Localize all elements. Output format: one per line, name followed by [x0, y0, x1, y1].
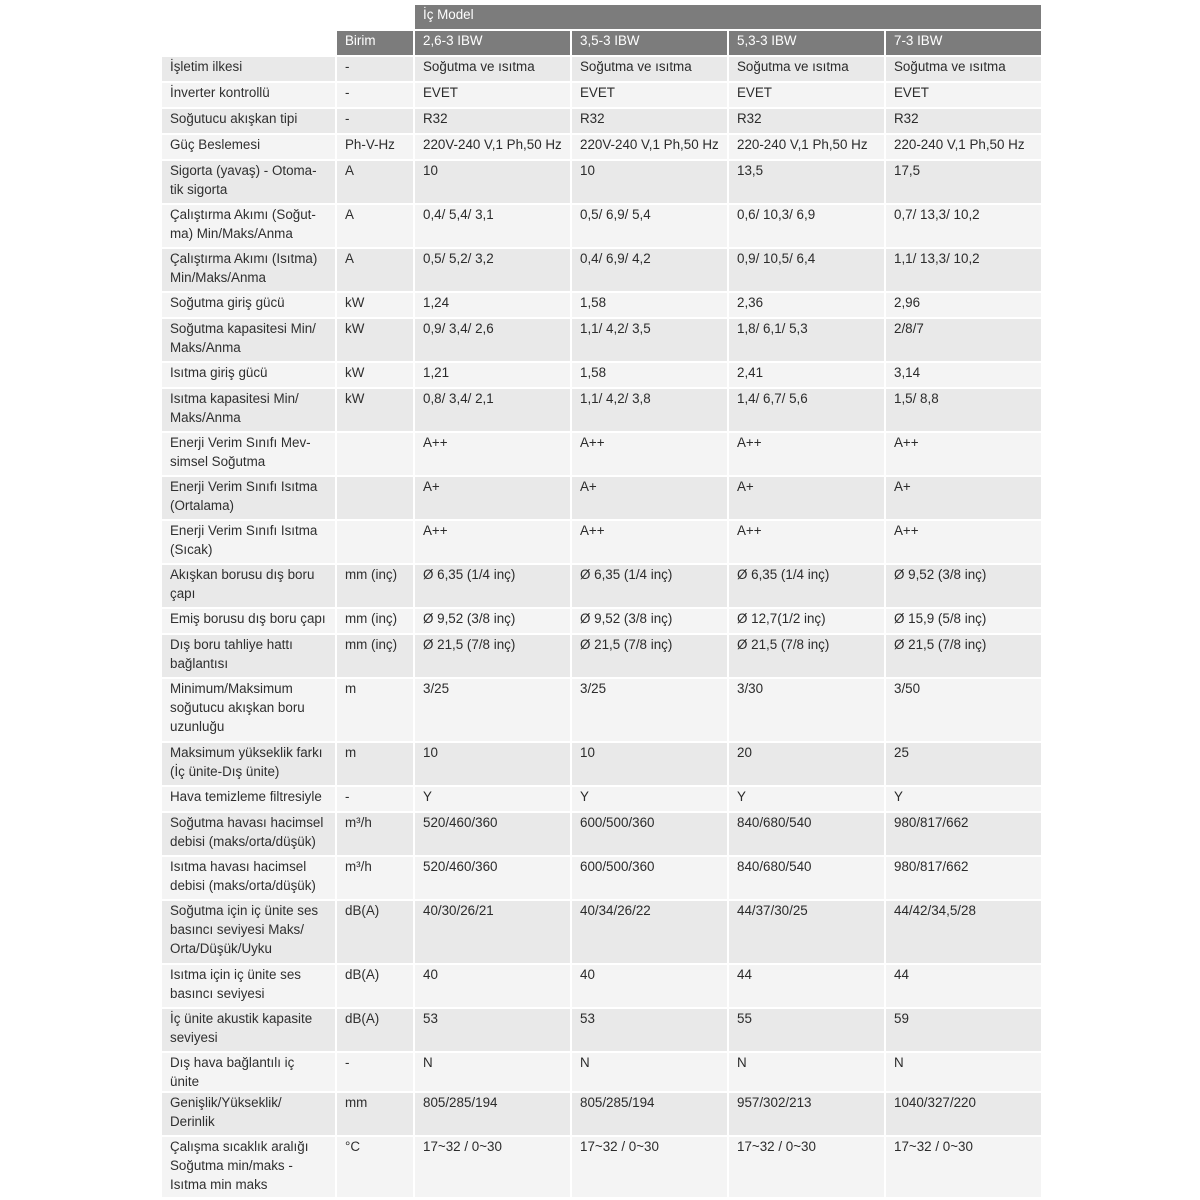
value-cell: 25 [886, 743, 1041, 785]
value-cell: 2,41 [729, 363, 884, 387]
value-cell: 40 [572, 965, 727, 1007]
value-cell: Ø 6,35 (1/4 inç) [572, 565, 727, 607]
value-cell: 17~32 / 0~30 [729, 1137, 884, 1197]
value-cell: R32 [729, 109, 884, 133]
value-cell: Soğutma ve ısıtma [572, 57, 727, 81]
value-cell: R32 [572, 109, 727, 133]
header-row-group [162, 5, 1041, 29]
value-cell: 3,14 [886, 363, 1041, 387]
value-cell: 980/817/662 [886, 813, 1041, 855]
value-cell: 840/680/540 [729, 857, 884, 899]
model-column-header: 5,3-3 IBW [729, 31, 884, 55]
unit-cell: - [337, 787, 413, 811]
value-cell: 1,1/ 4,2/ 3,5 [572, 319, 727, 361]
table-row [162, 609, 1041, 633]
value-cell: Ø 21,5 (7/8 inç) [729, 635, 884, 677]
unit-cell: - [337, 1053, 413, 1091]
value-cell: 53 [572, 1009, 727, 1051]
parameter-cell: Hava temizleme filtresiyle [162, 787, 335, 811]
model-group-header: İç Model [415, 5, 1041, 29]
value-cell: N [886, 1053, 1041, 1091]
parameter-cell: Maksimum yükseklik farkı (İç ünite-Dış ünite) [162, 743, 335, 785]
value-cell: 13,5 [729, 161, 884, 203]
value-cell: Ø 9,52 (3/8 inç) [572, 609, 727, 633]
table-row [162, 389, 1041, 431]
value-cell: A+ [415, 477, 570, 519]
value-cell: 1,24 [415, 293, 570, 317]
value-cell: 17,5 [886, 161, 1041, 203]
spec-table-body [162, 57, 1041, 1197]
value-cell: 17~32 / 0~30 [886, 1137, 1041, 1197]
value-cell: Ø 6,35 (1/4 inç) [729, 565, 884, 607]
value-cell: Ø 12,7(1/2 inç) [729, 609, 884, 633]
header-blank-cell [337, 5, 413, 29]
parameter-cell: İşletim ilkesi [162, 57, 335, 81]
value-cell: 53 [415, 1009, 570, 1051]
value-cell: 1,4/ 6,7/ 5,6 [729, 389, 884, 431]
value-cell: 1,1/ 13,3/ 10,2 [886, 249, 1041, 291]
unit-cell: mm (inç) [337, 565, 413, 607]
value-cell: 0,5/ 5,2/ 3,2 [415, 249, 570, 291]
value-cell: 40 [415, 965, 570, 1007]
table-row [162, 293, 1041, 317]
parameter-cell: İç ünite akustik kapasite seviyesi [162, 1009, 335, 1051]
table-row [162, 249, 1041, 291]
table-row [162, 565, 1041, 607]
value-cell: N [415, 1053, 570, 1091]
unit-cell: m [337, 679, 413, 741]
parameter-cell: Isıtma giriş gücü [162, 363, 335, 387]
value-cell: 2,36 [729, 293, 884, 317]
value-cell: 0,9/ 3,4/ 2,6 [415, 319, 570, 361]
unit-cell: - [337, 109, 413, 133]
table-row [162, 83, 1041, 107]
unit-cell: dB(A) [337, 965, 413, 1007]
parameter-cell: Soğutma havası hacimsel debisi (maks/orta/düşük) [162, 813, 335, 855]
value-cell: 17~32 / 0~30 [415, 1137, 570, 1197]
parameter-cell: Soğutma için iç ünite ses basıncı seviyesi Maks/ Orta/Düşük/Uyku [162, 901, 335, 963]
value-cell: R32 [886, 109, 1041, 133]
value-cell: 220-240 V,1 Ph,50 Hz [886, 135, 1041, 159]
unit-cell [337, 521, 413, 563]
unit-cell: kW [337, 293, 413, 317]
table-row [162, 135, 1041, 159]
parameter-cell: Genişlik/Yükseklik/ Derinlik [162, 1093, 335, 1135]
value-cell: Ø 6,35 (1/4 inç) [415, 565, 570, 607]
value-cell: 40/34/26/22 [572, 901, 727, 963]
value-cell: 220-240 V,1 Ph,50 Hz [729, 135, 884, 159]
table-row [162, 477, 1041, 519]
parameter-cell: Soğutma kapasitesi Min/ Maks/Anma [162, 319, 335, 361]
model-column-header: 3,5-3 IBW [572, 31, 727, 55]
value-cell: 1,1/ 4,2/ 3,8 [572, 389, 727, 431]
parameter-cell: Çalıştırma Akımı (Soğut-ma) Min/Maks/Anma [162, 205, 335, 247]
value-cell: 1,58 [572, 293, 727, 317]
table-row [162, 363, 1041, 387]
unit-cell: kW [337, 319, 413, 361]
parameter-cell: İnverter kontrollü [162, 83, 335, 107]
unit-cell: mm (inç) [337, 609, 413, 633]
table-row [162, 635, 1041, 677]
parameter-cell: Soğutma giriş gücü [162, 293, 335, 317]
unit-cell: m³/h [337, 813, 413, 855]
value-cell: 600/500/360 [572, 813, 727, 855]
parameter-cell: Güç Beslemesi [162, 135, 335, 159]
value-cell: N [729, 1053, 884, 1091]
value-cell: A++ [886, 521, 1041, 563]
value-cell: 1,21 [415, 363, 570, 387]
value-cell: 0,7/ 13,3/ 10,2 [886, 205, 1041, 247]
unit-cell: kW [337, 389, 413, 431]
value-cell: 44 [886, 965, 1041, 1007]
value-cell: 44/42/34,5/28 [886, 901, 1041, 963]
unit-cell: mm (inç) [337, 635, 413, 677]
value-cell: 520/460/360 [415, 857, 570, 899]
value-cell: A++ [415, 521, 570, 563]
parameter-cell: Çalıştırma Akımı (Isıtma) Min/Maks/Anma [162, 249, 335, 291]
table-row [162, 1053, 1041, 1091]
unit-cell: m³/h [337, 857, 413, 899]
value-cell: EVET [572, 83, 727, 107]
value-cell: Y [886, 787, 1041, 811]
parameter-cell: Akışkan borusu dış boru çapı [162, 565, 335, 607]
value-cell: R32 [415, 109, 570, 133]
table-row [162, 857, 1041, 899]
table-row [162, 901, 1041, 963]
unit-cell: A [337, 161, 413, 203]
value-cell: A+ [886, 477, 1041, 519]
value-cell: Soğutma ve ısıtma [886, 57, 1041, 81]
unit-cell: Ph-V-Hz [337, 135, 413, 159]
value-cell: A++ [729, 433, 884, 475]
table-row [162, 521, 1041, 563]
value-cell: A++ [415, 433, 570, 475]
value-cell: 220V-240 V,1 Ph,50 Hz [572, 135, 727, 159]
parameter-cell: Enerji Verim Sınıfı Isıtma (Sıcak) [162, 521, 335, 563]
value-cell: Ø 21,5 (7/8 inç) [886, 635, 1041, 677]
parameter-cell: Dış boru tahliye hattı bağlantısı [162, 635, 335, 677]
value-cell: 10 [572, 161, 727, 203]
value-cell: 0,8/ 3,4/ 2,1 [415, 389, 570, 431]
value-cell: A++ [729, 521, 884, 563]
value-cell: 600/500/360 [572, 857, 727, 899]
value-cell: 3/25 [415, 679, 570, 741]
unit-cell: - [337, 83, 413, 107]
value-cell: Ø 9,52 (3/8 inç) [886, 565, 1041, 607]
parameter-cell: Dış hava bağlantılı iç ünite [162, 1053, 335, 1091]
value-cell: 3/50 [886, 679, 1041, 741]
value-cell: 0,9/ 10,5/ 6,4 [729, 249, 884, 291]
value-cell: A++ [886, 433, 1041, 475]
unit-cell [337, 477, 413, 519]
table-row [162, 57, 1041, 81]
unit-cell: A [337, 205, 413, 247]
value-cell: 1,58 [572, 363, 727, 387]
parameter-cell: Enerji Verim Sınıfı Isıtma (Ortalama) [162, 477, 335, 519]
value-cell: A++ [572, 433, 727, 475]
table-row [162, 205, 1041, 247]
value-cell: EVET [886, 83, 1041, 107]
value-cell: 957/302/213 [729, 1093, 884, 1135]
value-cell: 44 [729, 965, 884, 1007]
table-row [162, 109, 1041, 133]
value-cell: 0,6/ 10,3/ 6,9 [729, 205, 884, 247]
value-cell: 55 [729, 1009, 884, 1051]
unit-cell: A [337, 249, 413, 291]
parameter-cell: Çalışma sıcaklık aralığı Soğutma min/maks - Isıtma min maks [162, 1137, 335, 1197]
value-cell: 1040/327/220 [886, 1093, 1041, 1135]
unit-cell: °C [337, 1137, 413, 1197]
table-row [162, 965, 1041, 1007]
value-cell: 2,96 [886, 293, 1041, 317]
model-column-header: 7-3 IBW [886, 31, 1041, 55]
value-cell: 44/37/30/25 [729, 901, 884, 963]
value-cell: 59 [886, 1009, 1041, 1051]
value-cell: 805/285/194 [415, 1093, 570, 1135]
spec-table [160, 3, 1043, 1199]
value-cell: EVET [729, 83, 884, 107]
table-row [162, 679, 1041, 741]
value-cell: 20 [729, 743, 884, 785]
unit-cell: kW [337, 363, 413, 387]
value-cell: 3/25 [572, 679, 727, 741]
value-cell: A+ [729, 477, 884, 519]
value-cell: 10 [415, 161, 570, 203]
parameter-cell: Enerji Verim Sınıfı Mev-simsel Soğutma [162, 433, 335, 475]
unit-cell: m [337, 743, 413, 785]
unit-cell: dB(A) [337, 901, 413, 963]
value-cell: EVET [415, 83, 570, 107]
value-cell: 805/285/194 [572, 1093, 727, 1135]
parameter-cell: Isıtma için iç ünite ses basıncı seviyesi [162, 965, 335, 1007]
value-cell: A++ [572, 521, 727, 563]
value-cell: 10 [415, 743, 570, 785]
value-cell: Ø 9,52 (3/8 inç) [415, 609, 570, 633]
value-cell: Y [729, 787, 884, 811]
table-row [162, 1009, 1041, 1051]
parameter-cell: Isıtma havası hacimsel debisi (maks/orta/düşük) [162, 857, 335, 899]
table-row [162, 161, 1041, 203]
value-cell: Soğutma ve ısıtma [729, 57, 884, 81]
header-row-models [162, 31, 1041, 55]
value-cell: 520/460/360 [415, 813, 570, 855]
table-row [162, 319, 1041, 361]
value-cell: 0,5/ 6,9/ 5,4 [572, 205, 727, 247]
value-cell: 1,5/ 8,8 [886, 389, 1041, 431]
value-cell: Y [572, 787, 727, 811]
unit-cell [337, 433, 413, 475]
table-row [162, 1093, 1041, 1135]
value-cell: 220V-240 V,1 Ph,50 Hz [415, 135, 570, 159]
value-cell: 2/8/7 [886, 319, 1041, 361]
value-cell: 0,4/ 6,9/ 4,2 [572, 249, 727, 291]
value-cell: 40/30/26/21 [415, 901, 570, 963]
table-row [162, 813, 1041, 855]
value-cell: 0,4/ 5,4/ 3,1 [415, 205, 570, 247]
value-cell: Y [415, 787, 570, 811]
value-cell: Ø 15,9 (5/8 inç) [886, 609, 1041, 633]
value-cell: 17~32 / 0~30 [572, 1137, 727, 1197]
value-cell: A+ [572, 477, 727, 519]
table-row [162, 743, 1041, 785]
unit-cell: - [337, 57, 413, 81]
parameter-cell: Isıtma kapasitesi Min/ Maks/Anma [162, 389, 335, 431]
parameter-cell: Minimum/Maksimum soğutucu akışkan boru uzunluğu [162, 679, 335, 741]
value-cell: Soğutma ve ısıtma [415, 57, 570, 81]
model-column-header: 2,6-3 IBW [415, 31, 570, 55]
unit-cell: dB(A) [337, 1009, 413, 1051]
value-cell: 3/30 [729, 679, 884, 741]
unit-cell: mm [337, 1093, 413, 1135]
value-cell: 1,8/ 6,1/ 5,3 [729, 319, 884, 361]
value-cell: Ø 21,5 (7/8 inç) [572, 635, 727, 677]
unit-column-header: Birim [337, 31, 413, 55]
parameter-cell: Emiş borusu dış boru çapı [162, 609, 335, 633]
table-row [162, 433, 1041, 475]
value-cell: 980/817/662 [886, 857, 1041, 899]
header-blank-cell [162, 31, 335, 55]
value-cell: Ø 21,5 (7/8 inç) [415, 635, 570, 677]
table-row [162, 1137, 1041, 1197]
parameter-cell: Sigorta (yavaş) - Otoma-tik sigorta [162, 161, 335, 203]
header-blank-cell [162, 5, 335, 29]
value-cell: 840/680/540 [729, 813, 884, 855]
value-cell: 10 [572, 743, 727, 785]
parameter-cell: Soğutucu akışkan tipi [162, 109, 335, 133]
table-row [162, 787, 1041, 811]
value-cell: N [572, 1053, 727, 1091]
